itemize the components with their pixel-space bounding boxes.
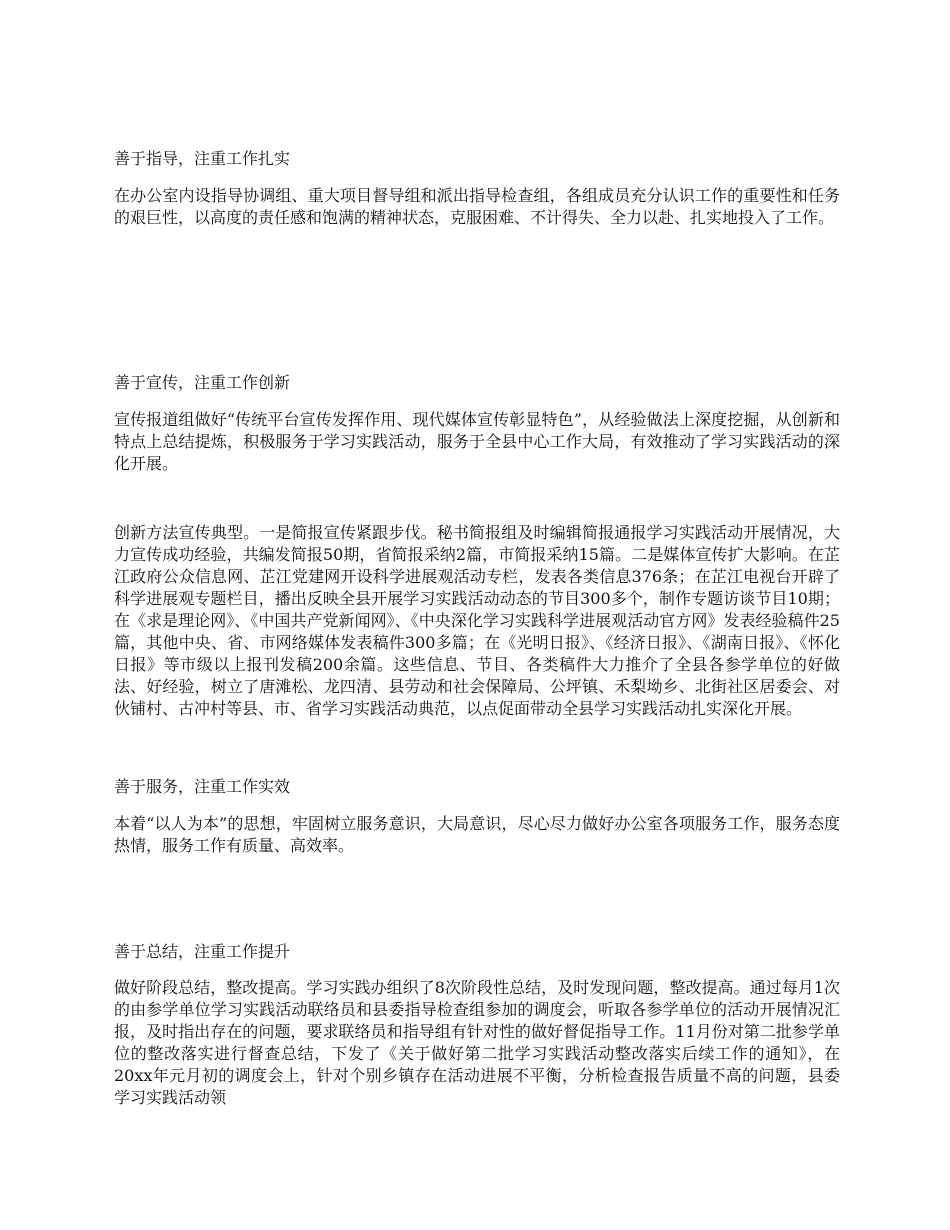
section-heading-publicity: 善于宣传，注重工作创新 <box>114 373 291 392</box>
section-heading-service: 善于服务，注重工作实效 <box>114 777 291 796</box>
paragraph-publicity-intro: 宣传报道组做好“传统平台宣传发挥作用、现代媒体宣传彰显特色”，从经验做法上深度挖掘，从创新和特点上总结提炼，积极服务于学习实践活动，服务于全县中心工作大局，有效推动了学习实践活动的深化开展。 <box>114 410 840 473</box>
paragraph-publicity-methods: 创新方法宣传典型。一是简报宣传紧跟步伐。秘书简报组及时编辑简报通报学习实践活动开展情况，大力宣传成功经验，共编发简报50期，省简报采纳2篇，市简报采纳15篇。二是媒体宣传扩大影响。在芷江政府公众信息网、芷江党建网开设科学进展观活动专栏，发表各类信息376条；在芷江电视台开辟了科学进展观专题栏目，播出反映全县开展学习实践活动动态的节目300多个，制作专题访谈节目10期；在《求是理论网》、《中国共产党新闻网》、《中央深化学习实践科学进展观活动官方网》发表经验稿件25篇，其他中央、省、市网络媒体发表稿件300多篇；在《光明日报》、《经济日报》、《湖南日报》、《怀化日报》等市级以上报刊发稿200余篇。这些信息、节目、各类稿件大力推介了全县各参学单位的好做法、好经验，树立了唐滩松、龙四清、县劳动和社会保障局、公坪镇、禾梨坳乡、北街社区居委会、对伙铺村、古冲村等县、市、省学习实践活动典范，以点促面带动全县学习实践活动扎实深化开展。 <box>114 523 840 718</box>
section-heading-guidance: 善于指导，注重工作扎实 <box>114 149 291 168</box>
paragraph-service: 本着“以人为本”的思想，牢固树立服务意识，大局意识，尽心尽力做好办公室各项服务工作，服务态度热情，服务工作有质量、高效率。 <box>114 814 840 855</box>
paragraph-summary: 做好阶段总结，整改提高。学习实践办组织了8次阶段性总结，及时发现问题，整改提高。通过每月1次的由参学单位学习实践活动联络员和县委指导检查组参加的调度会，听取各参学单位的活动开展情况汇报，及时指出存在的问题，要求联络员和指导组有针对性的做好督促指导工作。11月份对第二批参学单位的整改落实进行督查总结，下发了《关于做好第二批学习实践活动整改落实后续工作的通知》，在20xx年元月初的调度会上，针对个别乡镇存在活动进展不平衡，分析检查报告质量不高的问题，县委学习实践活动领 <box>114 978 840 1107</box>
section-heading-summary: 善于总结，注重工作提升 <box>114 942 291 961</box>
paragraph-guidance: 在办公室内设指导协调组、重大项目督导组和派出指导检查组，各组成员充分认识工作的重要性和任务的艰巨性，以高度的责任感和饱满的精神状态，克服困难、不计得失、全力以赴、扎实地投入了工作。 <box>114 186 840 227</box>
